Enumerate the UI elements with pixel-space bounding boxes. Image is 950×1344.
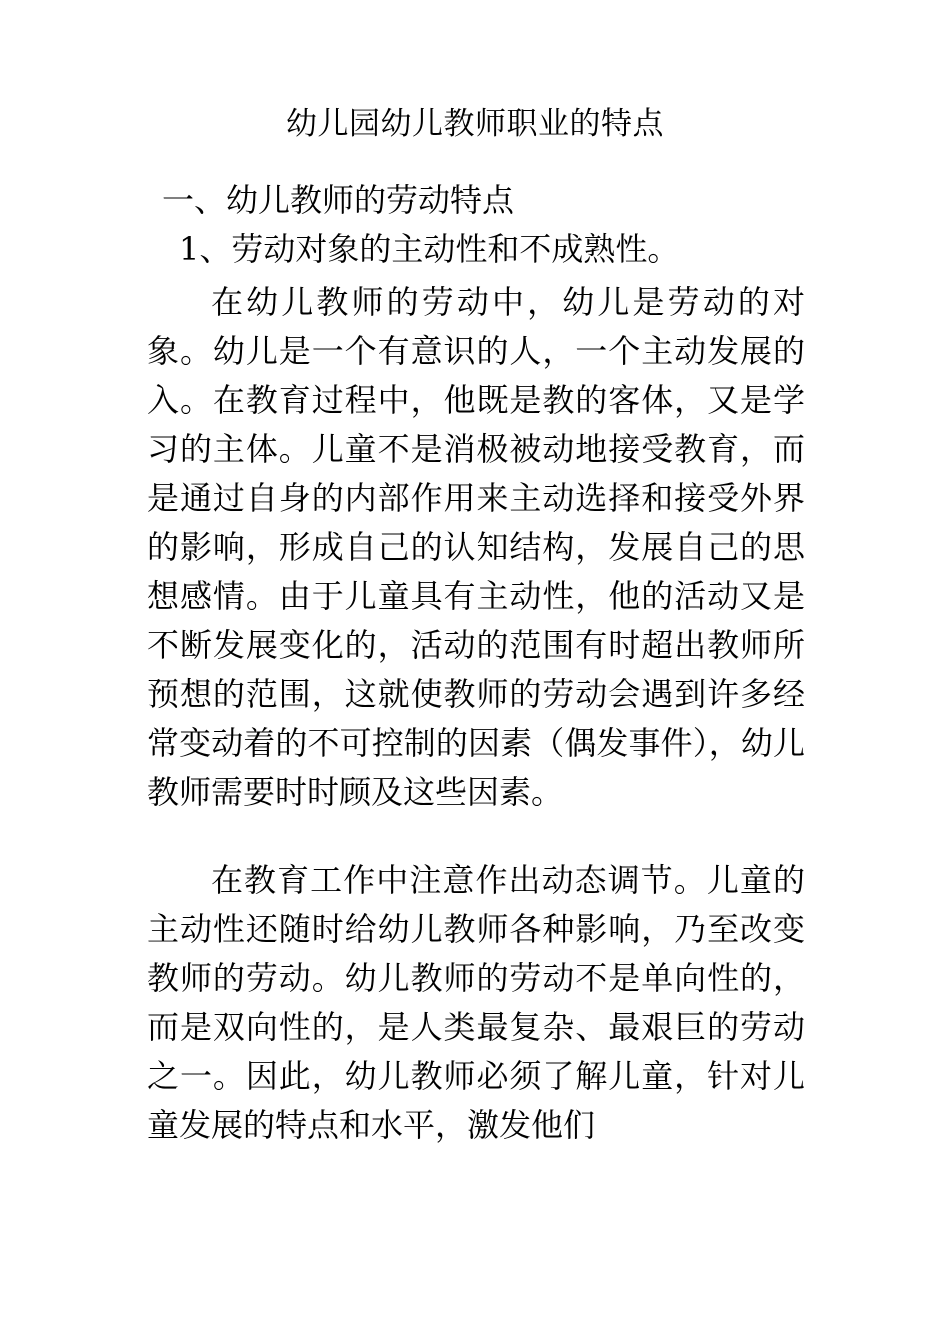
body-paragraph-1: 在幼儿教师的劳动中，幼儿是劳动的对象。幼儿是一个有意识的人，一个主动发展的入。在教育过程中，他既是教的客体，又是学习的主体。儿童不是消极被动地接受教育，而是通过自身的内部作用来主动选择和接受外界的影响，形成自己的认知结构，发展自己的思想感情。由于儿童具有主动性，他的活动又是不断发展变化的，活动的范围有时超出教师所预想的范围，这就使教师的劳动会遇到许多经常变动着的不可控制的因素（偶发事件），幼儿教师需要时时顾及这些因素。: [147, 283, 805, 811]
section-heading: 一、幼儿教师的劳动特点: [162, 181, 515, 219]
subsection-heading: 1、劳动对象的主动性和不成熟性。: [179, 230, 680, 268]
document-title: 幼儿园幼儿教师职业的特点: [286, 106, 664, 142]
body-paragraph-2: 在教育工作中注意作出动态调节。儿童的主动性还随时给幼儿教师各种影响，乃至改变教师的劳动。幼儿教师的劳动不是单向性的，而是双向性的，是人类最复杂、最艰巨的劳动之一。因此，幼儿教师必须了解儿童，针对儿童发展的特点和水平，激发他们: [147, 861, 805, 1144]
